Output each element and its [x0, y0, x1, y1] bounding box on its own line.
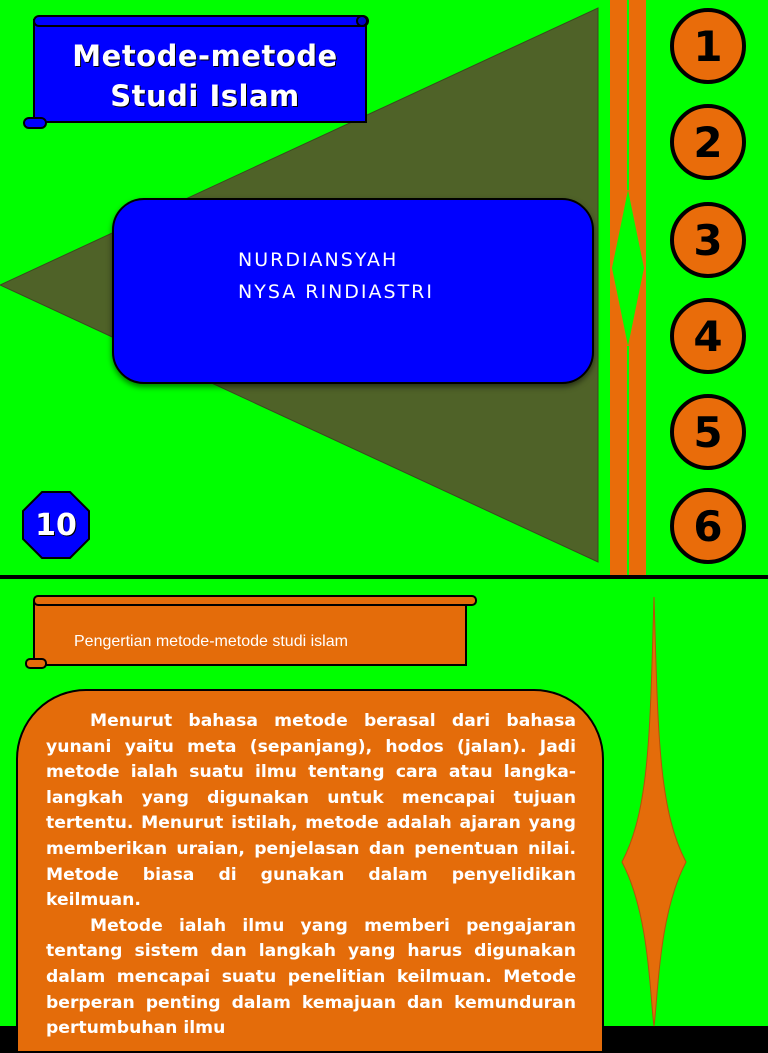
paragraph-2: Metode ialah ilmu yang memberi pengajaran tentang sistem dan langkah yang harus digunakan dalam mencapai suatu penelitian keilmuan. Metode berperan penting dalam kemajuan dan kemunduran pertumbuhan ilmu: [46, 915, 576, 1039]
subtitle-text: Pengertian metode-metode studi islam: [74, 633, 348, 650]
nav-button-5[interactable]: 5: [670, 394, 746, 470]
title-line-2: Studi Islam: [110, 79, 300, 113]
title-scroll-banner: [22, 14, 370, 128]
page-ten-button[interactable]: [21, 490, 91, 560]
slide-title: [50, 36, 360, 116]
definition-text: [46, 709, 576, 1042]
page-ten-label: 10: [35, 507, 77, 543]
author-name-2: NYSA RINDIASTRI: [238, 281, 434, 303]
nav-button-6[interactable]: 6: [670, 488, 746, 564]
decorative-orange-bar: [610, 0, 646, 575]
content-slide: [0, 577, 768, 1039]
subtitle-scroll-banner: [24, 593, 480, 671]
nav-button-1[interactable]: 1: [670, 8, 746, 84]
nav-button-2[interactable]: 2: [670, 104, 746, 180]
paragraph-1: Menurut bahasa metode berasal dari bahasa yunani yaitu meta (sepanjang), hodos (jalan). Jadi metode ialah suatu ilmu tentang cara atau langka-langkah yang digunakan untuk mencapai tujuan tertentu. Menurut istilah, metode adalah ajaran yang memberikan uraian, penjelasan dan penentuan nilai. Metode biasa di gunakan dalam penyelidikan keilmuan.: [46, 711, 576, 911]
nav-button-3[interactable]: 3: [670, 202, 746, 278]
decorative-spike: [614, 579, 694, 1026]
authors-box: [112, 198, 594, 384]
definition-content-box: [16, 689, 604, 1053]
title-line-1: Metode-metode: [72, 39, 338, 73]
author-name-1: NURDIANSYAH: [238, 249, 399, 271]
nav-button-4[interactable]: 4: [670, 298, 746, 374]
